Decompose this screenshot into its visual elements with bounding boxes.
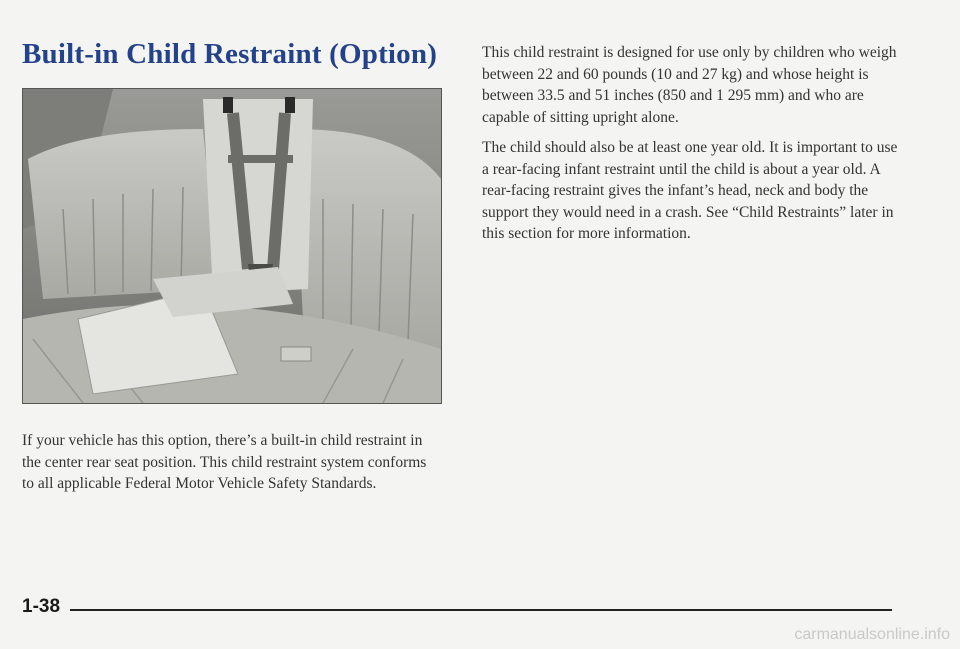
right-column (482, 42, 902, 254)
photo-caption: If your vehicle has this option, there’s a built-in child restraint in the center rear seat position. This child restraint system conforms to all applicable Federal Motor Vehicle Safety Standards. (22, 432, 427, 492)
body-paragraph: This child restraint is designed for use only by children who weigh between 22 and 60 pounds (10 and 27 kg) and whose height is between 33.5 and 51 inches (850 and 1 295 mm) and who are capable of sitting upright alone. (482, 44, 897, 126)
child-restraint-photo (22, 88, 442, 404)
footer-rule (70, 609, 892, 611)
section-heading: Built-in Child Restraint (Option) (22, 38, 438, 70)
watermark: carmanualsonline.info (794, 626, 950, 643)
body-paragraph: The child should also be at least one year old. It is important to use a rear-facing infant restraint until the child is about a year old. A rear-facing restraint gives the infant’s head, neck and body the support they would need in a crash. See “Child Restraints” later in this section for more information. (482, 139, 898, 242)
page-number: 1-38 (22, 596, 61, 617)
